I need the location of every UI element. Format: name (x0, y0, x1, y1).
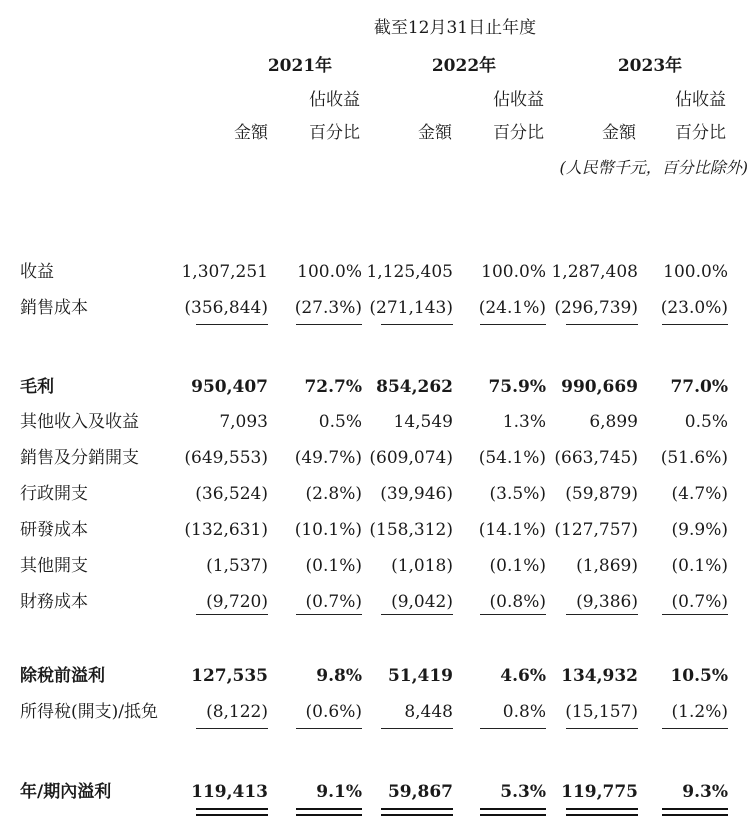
row-label: 銷售成本 (20, 298, 88, 318)
cell-2023-amount: 6,899 (589, 412, 638, 432)
pct-label-2023-line2: 百分比 (675, 123, 726, 143)
cell-2023-amount: 990,669 (561, 377, 638, 397)
year-2023: 2023年 (617, 56, 683, 76)
row-label: 除稅前溢利 (20, 666, 105, 686)
cell-2023-amount: (1,869) (576, 556, 638, 576)
row-label: 銷售及分銷開支 (20, 448, 139, 468)
rule3-2021-amount (196, 728, 268, 729)
cell-2023-pct: 9.3% (682, 782, 728, 802)
cell-2023-pct: (23.0%) (660, 298, 728, 318)
row-label: 年/期內溢利 (20, 782, 112, 802)
cell-2021-amount: (8,122) (206, 702, 268, 722)
rule2-2023-amount (566, 614, 638, 615)
rule-2021-amount (196, 324, 268, 325)
cell-2022-pct: 1.3% (502, 412, 546, 432)
row-label: 所得稅(開支)/抵免 (20, 702, 158, 722)
row-label: 研發成本 (20, 520, 88, 540)
cell-2022-pct: (3.5%) (489, 484, 546, 504)
cell-2021-amount: (1,537) (206, 556, 268, 576)
cell-2022-amount: 14,549 (393, 412, 453, 432)
cell-2021-amount: 950,407 (191, 377, 268, 397)
rule-2023-amount (566, 324, 638, 325)
cell-2022-amount: 854,262 (376, 377, 453, 397)
cell-2023-amount: (15,157) (565, 702, 638, 722)
year-2021: 2021年 (267, 56, 333, 76)
double-rule-2023-amount (566, 808, 638, 816)
pct-label-2021-line2: 百分比 (309, 123, 360, 143)
amount-label-2022: 金額 (418, 123, 452, 143)
cell-2021-pct: (2.8%) (305, 484, 362, 504)
cell-2023-pct: 0.5% (684, 412, 728, 432)
period-title: 截至12月31日止年度 (373, 18, 537, 38)
cell-2023-pct: 10.5% (670, 666, 728, 686)
cell-2022-amount: (609,074) (369, 448, 453, 468)
cell-2022-pct: (14.1%) (478, 520, 546, 540)
cell-2022-amount: 51,419 (387, 666, 453, 686)
year-2022: 2022年 (431, 56, 497, 76)
pct-label-2022-line2: 百分比 (493, 123, 544, 143)
cell-2021-pct: 9.8% (316, 666, 362, 686)
cell-2023-pct: (0.1%) (671, 556, 728, 576)
rule2-2022-pct (480, 614, 546, 615)
cell-2021-amount: (9,720) (206, 592, 268, 612)
cell-2021-pct: 100.0% (297, 262, 362, 282)
pct-label-2022-line1: 佔收益 (493, 90, 544, 110)
row-label: 收益 (20, 262, 54, 282)
cell-2022-pct: 4.6% (500, 666, 546, 686)
cell-2023-pct: (51.6%) (660, 448, 728, 468)
cell-2021-pct: 9.1% (316, 782, 362, 802)
cell-2021-pct: 72.7% (304, 377, 362, 397)
cell-2022-amount: (9,042) (391, 592, 453, 612)
cell-2021-amount: (36,524) (195, 484, 268, 504)
cell-2021-pct: (0.6%) (305, 702, 362, 722)
cell-2022-pct: 5.3% (500, 782, 546, 802)
cell-2022-pct: 0.8% (502, 702, 546, 722)
rule-2023-pct (662, 324, 728, 325)
cell-2022-amount: (39,946) (380, 484, 453, 504)
cell-2023-pct: 77.0% (670, 377, 728, 397)
cell-2023-amount: 1,287,408 (551, 262, 638, 282)
cell-2023-pct: 100.0% (663, 262, 728, 282)
row-label: 其他開支 (20, 556, 88, 576)
cell-2021-pct: (49.7%) (294, 448, 362, 468)
cell-2023-pct: (0.7%) (671, 592, 728, 612)
cell-2021-amount: 7,093 (219, 412, 268, 432)
rule3-2023-amount (566, 728, 638, 729)
cell-2023-amount: 134,932 (561, 666, 638, 686)
rule-2021-pct (296, 324, 362, 325)
cell-2023-amount: 119,775 (561, 782, 638, 802)
rule3-2022-amount (381, 728, 453, 729)
cell-2021-pct: 0.5% (318, 412, 362, 432)
cell-2021-amount: 127,535 (191, 666, 268, 686)
cell-2023-amount: (9,386) (576, 592, 638, 612)
cell-2022-amount: 59,867 (387, 782, 453, 802)
cell-2021-amount: 119,413 (191, 782, 268, 802)
cell-2021-pct: (0.7%) (305, 592, 362, 612)
rule2-2023-pct (662, 614, 728, 615)
cell-2023-pct: (9.9%) (671, 520, 728, 540)
cell-2021-amount: 1,307,251 (181, 262, 268, 282)
cell-2022-pct: (0.1%) (489, 556, 546, 576)
cell-2023-pct: (1.2%) (671, 702, 728, 722)
double-rule-2021-amount (196, 808, 268, 816)
double-rule-2022-pct (480, 808, 546, 816)
cell-2021-amount: (356,844) (184, 298, 268, 318)
cell-2022-pct: (0.8%) (489, 592, 546, 612)
row-label: 財務成本 (20, 592, 88, 612)
double-rule-2023-pct (662, 808, 728, 816)
cell-2021-amount: (649,553) (184, 448, 268, 468)
cell-2022-pct: 75.9% (488, 377, 546, 397)
cell-2023-amount: (59,879) (565, 484, 638, 504)
cell-2021-amount: (132,631) (184, 520, 268, 540)
amount-label-2021: 金額 (234, 123, 268, 143)
rule3-2021-pct (296, 728, 362, 729)
cell-2023-amount: (296,739) (554, 298, 638, 318)
rule2-2021-pct (296, 614, 362, 615)
rule3-2022-pct (480, 728, 546, 729)
double-rule-2022-amount (381, 808, 453, 816)
cell-2021-pct: (0.1%) (305, 556, 362, 576)
cell-2023-amount: (663,745) (554, 448, 638, 468)
rule2-2022-amount (381, 614, 453, 615)
cell-2022-amount: 8,448 (404, 702, 453, 722)
cell-2022-amount: (271,143) (369, 298, 453, 318)
unit-note: (人民幣千元，百分比除外) (559, 158, 748, 177)
cell-2022-pct: (54.1%) (478, 448, 546, 468)
rule-2022-amount (381, 324, 453, 325)
row-label: 其他收入及收益 (20, 412, 139, 432)
pct-label-2023-line1: 佔收益 (675, 90, 726, 110)
row-label: 行政開支 (20, 484, 88, 504)
rule2-2021-amount (196, 614, 268, 615)
cell-2022-amount: (1,018) (391, 556, 453, 576)
cell-2021-pct: (27.3%) (294, 298, 362, 318)
cell-2023-amount: (127,757) (554, 520, 638, 540)
cell-2022-amount: 1,125,405 (366, 262, 453, 282)
pct-label-2021-line1: 佔收益 (309, 90, 360, 110)
rule3-2023-pct (662, 728, 728, 729)
double-rule-2021-pct (296, 808, 362, 816)
amount-label-2023: 金額 (602, 123, 636, 143)
cell-2023-pct: (4.7%) (671, 484, 728, 504)
cell-2022-pct: 100.0% (481, 262, 546, 282)
cell-2022-amount: (158,312) (369, 520, 453, 540)
rule-2022-pct (480, 324, 546, 325)
cell-2022-pct: (24.1%) (478, 298, 546, 318)
row-label: 毛利 (20, 377, 54, 397)
cell-2021-pct: (10.1%) (294, 520, 362, 540)
